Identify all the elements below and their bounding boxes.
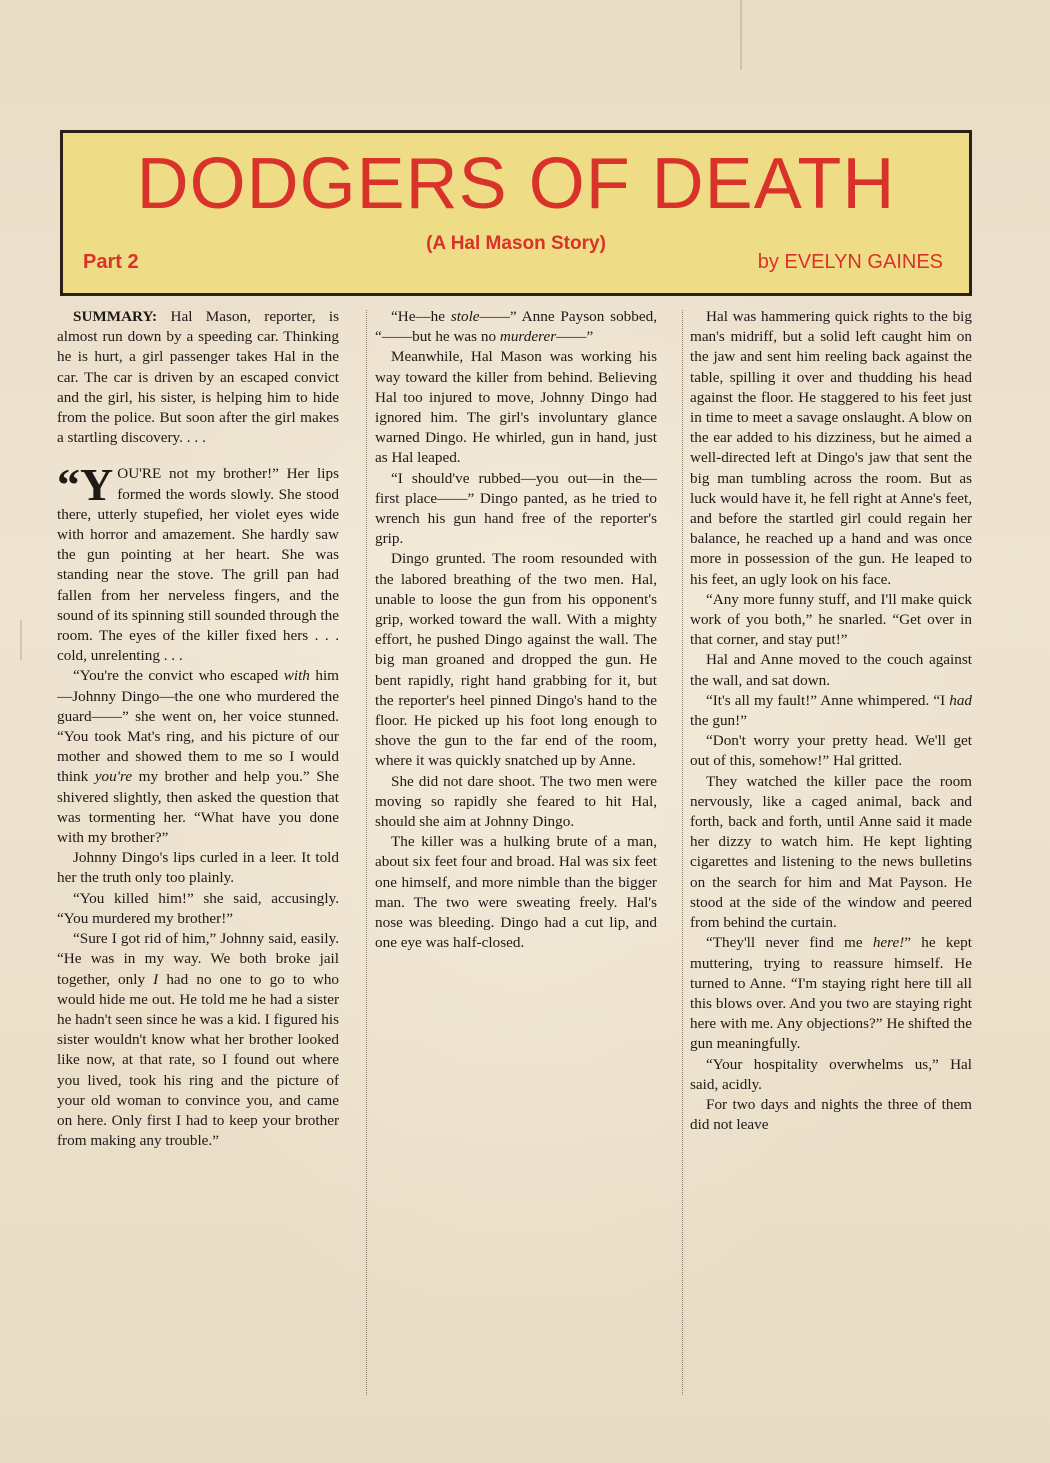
- story-paragraph: [57, 929, 339, 1151]
- story-paragraph: “Your hospitality overwhelms us,” Hal said, acidly.: [690, 1055, 972, 1093]
- text-run: “He—he: [391, 308, 451, 325]
- emphasis: stole: [450, 308, 480, 325]
- story-paragraph: [690, 691, 972, 731]
- text-run: “They'll never find me: [706, 934, 873, 952]
- emphasis: here!: [872, 934, 905, 952]
- text-run: ” he kept muttering, trying to reassure himself. He turned to Anne. “I'm staying right here till all this blows over. And you two are staying right here with me. Any objections?” He shifted the gun meaningfully.: [690, 934, 972, 1053]
- summary-paragraph: [57, 307, 339, 448]
- drop-cap-letter: Y: [80, 459, 114, 511]
- author-name: EVELYN GAINES: [784, 251, 943, 273]
- emphasis: you're: [94, 768, 133, 786]
- text-run: had no one to go to who would hide me out. He told me he had a sister he hadn't seen since he was a kid. I figured his sister wouldn't know what her brother looked like now, at that rate, so I found out where you lived, took his ring and the picture of your old woman to convince you, and came on here. Only first I had to keep your brother from making any trouble.”: [57, 970, 339, 1150]
- opening-quote: “: [57, 459, 80, 511]
- emphasis: had: [949, 691, 972, 709]
- byline: [758, 251, 943, 274]
- text-run: “Sure I got rid of him,” Johnny said, easily. “He was in my way. We both broke jail together, only: [57, 930, 339, 988]
- column-divider: [366, 310, 367, 1395]
- text-column-2: [375, 307, 657, 1397]
- opening-text: OU'RE not my brother!” Her lips formed the words slowly. She stood there, utterly stupefied, her violet eyes wide with horror and amazement. She hardly saw the gun pointing at her heart. She was standing near the stove. The grill pan had fallen from her nerveless fingers, and the sound of its spinning still sounded through the room. The eyes of the killer fixed hers . . . cold, unrelenting . . .: [57, 465, 339, 665]
- emphasis: murderer: [499, 328, 557, 346]
- paper-crack: [20, 620, 22, 660]
- story-paragraph: Meanwhile, Hal Mason was working his way toward the killer from behind. Believing Hal too injured to move, Johnny Dingo had ignored him. The girl's involuntary glance warned Dingo. He whirled, gun in hand, just as Hal leaped.: [375, 348, 657, 467]
- story-paragraph: [375, 307, 657, 347]
- story-paragraph: [690, 933, 972, 1054]
- text-run: ——” Anne Payson sobbed, “——but he was no: [375, 308, 657, 346]
- column-2-flow: [375, 307, 657, 954]
- drop-cap: [57, 459, 114, 511]
- story-paragraph: “Don't worry your pretty head. We'll get out of this, somehow!” Hal gritted.: [690, 732, 972, 770]
- text-run: “You're the convict who escaped: [73, 667, 284, 685]
- story-paragraph: Hal was hammering quick rights to the big man's midriff, but a solid left caught him on the jaw and sent him reeling back against the table, spilling it over and thudding his head against the floor. He staggered to his feet just in time to meet a savage onslaught. A blow on the ear added to his dizziness, but he aimed a well-directed left at Dingo's jaw that sent the big man tumbling across the room. But as luck would have it, he fell right at Anne's feet, and before the startled girl could regain her balance, he reached up a hand and was once more in possession of the gun. He leaped to his feet, an ugly look on his face.: [690, 308, 972, 588]
- summary-label: SUMMARY:: [73, 308, 158, 325]
- story-paragraph: Johnny Dingo's lips curled in a leer. It told her the truth only too plainly.: [57, 849, 339, 887]
- story-paragraph: For two days and nights the three of them did not leave: [690, 1095, 972, 1134]
- story-paragraph: Hal and Anne moved to the couch against the wall, and sat down.: [690, 651, 972, 689]
- story-subtitle: (A Hal Mason Story): [426, 233, 606, 254]
- story-paragraph: She did not dare shoot. The two men were moving so rapidly she feared to hit Hal, should she aim at Johnny Dingo.: [375, 772, 657, 831]
- story-title: DODGERS OF DEATH: [136, 144, 896, 224]
- story-paragraph: The killer was a hulking brute of a man, about six feet four and broad. Hal was six feet one himself, and more nimble than the bigger man. The two were sweating freely. Hal's nose was bleeding. Dingo had a cut lip, and one eye was half-closed.: [375, 833, 657, 952]
- story-paragraph: [57, 666, 339, 848]
- byline-prefix: by: [757, 251, 779, 273]
- story-paragraph: “Any more funny stuff, and I'll make quick work of you both,” he snarled. “Get over in that corner, and stay put!”: [690, 590, 972, 649]
- story-paragraph: Dingo grunted. The room resounded with the labored breathing of the two men. Hal, unable to loose the gun from his opponent's grip, worked toward the wall. With a mighty effort, he pushed Dingo against the wall. The big man groaned and dropped the gun. He bent rapidly, right hand grabbing for it, but the reporter's heel pinned Dingo's hand to the floor. He picked up his foot long enough to shove the gun to the far end of the room, where it was quickly snatched up by Anne.: [375, 550, 657, 770]
- paper-crack: [740, 0, 742, 70]
- text-run: the gun!”: [690, 712, 747, 730]
- emphasis: I: [153, 970, 159, 988]
- text-run: my brother and help you.” She shivered slightly, then asked the question that was tormenting her. “What have you done with my brother?”: [57, 768, 339, 847]
- part-label: Part 2: [83, 251, 139, 273]
- text-run: him—Johnny Dingo—the one who murdered the guard——” she went on, her voice stunned. “You took Mat's ring, and his picture of our mother and showed them to me so I would think: [57, 667, 339, 786]
- story-paragraph: They watched the killer pace the room nervously, like a caged animal, back and forth, back and forth, until Anne said it made her dizzy to watch him. He kept lighting cigarettes and listening to the news bulletins on the search for him and Mat Payson. He stood at the side of the window and peered from behind the curtain.: [690, 772, 972, 932]
- story-paragraph: “I should've rubbed—you out—in the—first place——” Dingo panted, as he tried to wrench his gun hand free of the reporter's grip.: [375, 469, 657, 548]
- title-banner: [60, 130, 972, 296]
- story-paragraph: “You killed him!” she said, accusingly. “You murdered my brother!”: [57, 889, 339, 927]
- column-divider: [682, 310, 683, 1395]
- text-run: ——”: [556, 328, 594, 346]
- emphasis: with: [283, 667, 310, 685]
- text-column-3: [690, 307, 972, 1397]
- summary-text: Hal Mason, reporter, is almost run down by a speeding car. Thinking he is hurt, a girl passenger takes Hal in the car. The car is driven by an escaped convict and the girl, his sister, is helping him to hide from the police. But soon after the girl makes a startling discovery. . . .: [57, 308, 339, 447]
- text-run: “It's all my fault!” Anne whimpered. “I: [706, 691, 950, 709]
- text-column-1: [57, 307, 339, 1397]
- opening-paragraph: [57, 459, 339, 666]
